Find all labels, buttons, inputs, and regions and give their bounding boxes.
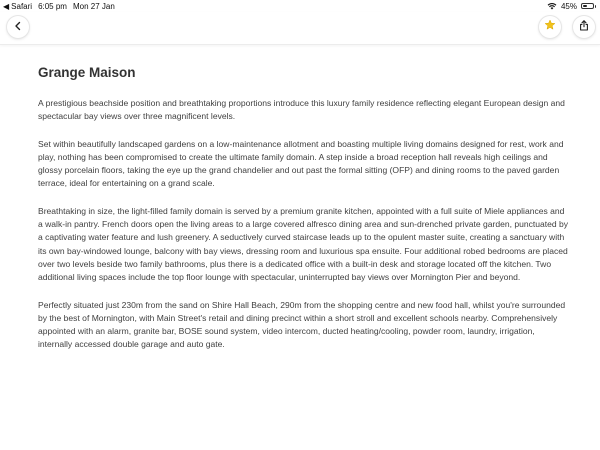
share-button[interactable] xyxy=(573,16,595,38)
back-triangle-icon: ◀ xyxy=(3,1,10,11)
description-paragraph-3: Breathtaking in size, the light-filled family domain is served by a premium granite kitchen, appointed with a full suite of Miele appliances and a walk-in pantry. French doors open the living areas to a large covered alfresco dining area and sun-drenched private garden, punctuated by a captivating water feature and lush greenery. A seductively curved staircase leads up to the opulent master suite, creating a sanctuary with its own bay-windowed lounge, balcony with bay views, dressing room and luxurious spa ensuite. Four additional robed bedrooms are placed over two levels beside two family bathrooms, plus there is a dedicated office with a built-in desk and storage located off the kitchen. Two additional living spaces include the top floor lounge with spectacular, uninterrupted bay views over Mornington Pier and beyond. xyxy=(38,205,569,283)
listing-description xyxy=(38,64,570,366)
battery-icon xyxy=(581,3,594,9)
top-navigation-bar xyxy=(0,12,600,45)
status-date: Mon 27 Jan xyxy=(72,1,115,11)
share-icon xyxy=(579,18,589,36)
wifi-icon xyxy=(547,2,557,10)
status-bar xyxy=(0,0,600,12)
description-paragraph-4: Perfectly situated just 230m from the sand on Shire Hall Beach, 290m from the shopping centre and new food hall, whilst you're surrounded by the best of Mornington, with Main Street's retail and dining precinct within a short stroll and excellent schools nearby. Comprehensively appointed with an alarm, granite bar, BOSE sound system, video intercom, ducted heating/cooling, powder room, laundry, irrigation, internally accessed double garage and auto gate. xyxy=(38,299,566,350)
battery-percent: 45% xyxy=(560,1,577,11)
star-icon xyxy=(544,18,556,36)
status-time: 6:05 pm xyxy=(38,1,67,11)
listing-title: Grange Maison xyxy=(38,65,136,80)
description-paragraph-2: Set within beautifully landscaped gardens on a low-maintenance allotment and boasting multiple living domains designed for rest, work and play, nothing has been compromised to create the ultimate family domain. A step inside a broad reception hall reveals high ceilings and glossy porcelain floors, taking the eye up the grand chandelier and out past the formal sitting (OFP) and dining rooms to the paved garden terrace, ideal for entertaining on a grand scale. xyxy=(38,138,564,189)
battery-level-fill xyxy=(583,5,587,7)
chevron-left-icon xyxy=(13,18,23,36)
status-left xyxy=(3,2,115,11)
back-to-app-link[interactable] xyxy=(3,2,32,11)
favourite-button[interactable] xyxy=(539,16,561,38)
description-paragraph-1: A prestigious beachside position and breathtaking proportions introduce this luxury family residence reflecting elegant European design and spectacular bay views over three magnificent levels. xyxy=(38,98,565,122)
back-app-label: Safari xyxy=(11,1,33,11)
back-button[interactable] xyxy=(7,16,29,38)
status-right xyxy=(547,2,594,11)
